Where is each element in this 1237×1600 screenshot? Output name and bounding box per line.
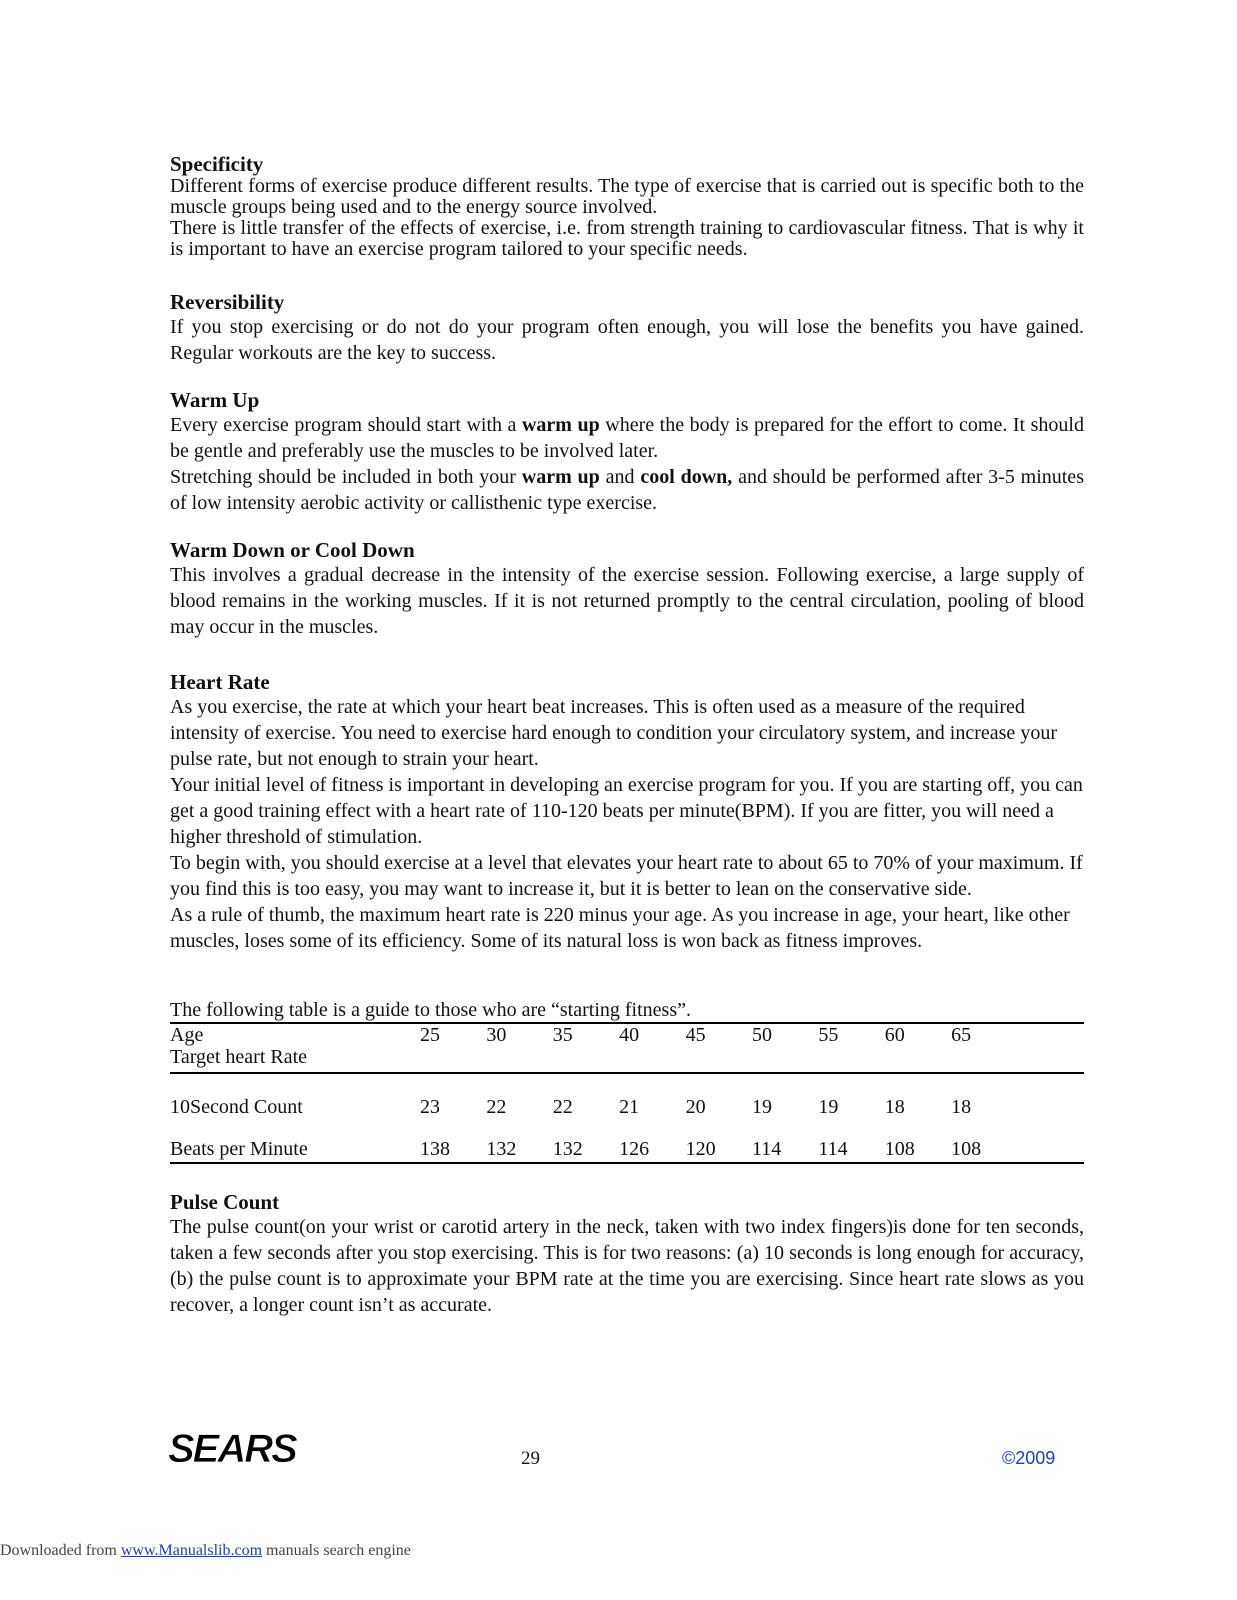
- section-heart-rate: [170, 670, 1084, 954]
- table-cell: 19: [751, 1096, 772, 1118]
- page-number: 29: [521, 1448, 540, 1469]
- logo-wordmark: SEARS: [168, 1428, 296, 1468]
- heading-reversibility: Reversibility: [170, 290, 285, 314]
- table-cell: 65: [951, 1023, 1017, 1046]
- heading-heart-rate: Heart Rate: [170, 670, 270, 694]
- sears-logo-icon: [166, 1428, 322, 1468]
- download-footer: [0, 1542, 411, 1560]
- bold-term: warm up: [521, 414, 600, 436]
- table-cell: 120: [686, 1120, 752, 1163]
- table-row-target: [170, 1046, 1084, 1073]
- heart-rate-paragraph-1: As you exercise, the rate at which your heart beat increases. This is often used as a measure of the required intensity of exercise. You need to exercise hard enough to condition your circulatory system, and increase your pulse rate, but not enough to strain your heart.: [170, 696, 1057, 770]
- row-label-age: Age: [170, 1023, 420, 1046]
- table-cell: 20: [685, 1096, 706, 1118]
- table-cell: 22: [486, 1096, 507, 1118]
- section-reversibility: [170, 290, 1084, 366]
- download-prefix: Downloaded from: [0, 1542, 121, 1559]
- page-content: [170, 152, 1084, 1340]
- warm-up-paragraph-1: [170, 412, 1084, 464]
- table-cell-empty: [1018, 1023, 1084, 1046]
- table-cell: 108: [885, 1120, 951, 1163]
- table-cell: 114: [752, 1120, 818, 1163]
- table-cell-empty: [1018, 1073, 1084, 1120]
- table-row-age: [170, 1023, 1084, 1046]
- text-run: Every exercise program should start with a: [170, 414, 522, 436]
- section-cool-down: [170, 538, 1084, 640]
- table-cell: 40: [619, 1023, 685, 1046]
- bold-term: warm up: [521, 466, 600, 488]
- table-cell: 126: [619, 1120, 685, 1163]
- specificity-paragraph-2: There is little transfer of the effects of exercise, i.e. from strength training to cardiovascular fitness. That is why it is important to have an exercise program tailored to your specific needs.: [170, 217, 1084, 260]
- heart-rate-paragraph-4: As a rule of thumb, the maximum heart rate is 220 minus your age. As you increase in age, your heart, like other muscles, loses some of its efficiency. Some of its natural loss is won back as fitness improves.: [170, 904, 1070, 952]
- warm-up-paragraph-2: [170, 464, 1084, 516]
- table-row-count: [170, 1073, 1084, 1120]
- heart-rate-paragraph-3: To begin with, you should exercise at a level that elevates your heart rate to about 65 to 70% of your maximum. If you find this is too easy, you may want to increase it, but it is better to lean on the conservative side.: [170, 852, 1083, 900]
- copyright: ©2009: [1002, 1448, 1056, 1468]
- table-cell: 138: [420, 1120, 486, 1163]
- table-cell: 108: [951, 1120, 1017, 1163]
- row-label-bpm: Beats per Minute: [170, 1120, 420, 1163]
- table-cell: 19: [818, 1096, 839, 1118]
- table-cell: 25: [420, 1023, 486, 1046]
- table-cell: 21: [619, 1096, 640, 1118]
- manualslib-link[interactable]: www.Manualslib.com: [120, 1542, 263, 1559]
- table-cell: 114: [818, 1120, 884, 1163]
- text-run: Stretching should be included in both your: [170, 466, 522, 488]
- sears-logo: [166, 1428, 322, 1473]
- section-pulse-count: [170, 1190, 1084, 1318]
- table-cell: 50: [752, 1023, 818, 1046]
- text-run: and should be performed after 3-5 minutes of low intensity aerobic activity or callisthenic type exercise.: [170, 466, 1084, 514]
- download-suffix: manuals search engine: [262, 1542, 411, 1559]
- table-intro: The following table is a guide to those who are “starting fitness”.: [170, 999, 691, 1021]
- target-heart-rate-table: [170, 1022, 1084, 1164]
- table-cell: 55: [818, 1023, 884, 1046]
- specificity-paragraph-1: Different forms of exercise produce different results. The type of exercise that is carried out is specific both to the muscle groups being used and to the energy source involved.: [170, 175, 1084, 218]
- heading-specificity: Specificity: [170, 152, 264, 176]
- table-cell: 45: [686, 1023, 752, 1046]
- row-label-target: Target heart Rate: [170, 1046, 1084, 1073]
- table-cell: 23: [420, 1096, 440, 1118]
- table-cell: 132: [486, 1120, 552, 1163]
- reversibility-paragraph: If you stop exercising or do not do your program often enough, you will lose the benefits you have gained. Regular workouts are the key to success.: [170, 316, 1084, 364]
- row-label-count: 10Second Count: [170, 1096, 303, 1118]
- text-run: where the body is prepared for the effort to come. It should be gentle and preferably use the muscles to be involved later.: [170, 414, 1084, 462]
- text-run: and: [599, 466, 641, 488]
- bold-term: cool down,: [640, 466, 733, 488]
- heading-pulse-count: Pulse Count: [170, 1190, 280, 1214]
- table-cell: 18: [884, 1096, 905, 1118]
- heading-cool-down: Warm Down or Cool Down: [170, 538, 415, 562]
- cool-down-paragraph: This involves a gradual decrease in the intensity of the exercise session. Following exercise, a large supply of blood remains in the working muscles. If it is not returned promptly to the central circulation, pooling of blood may occur in the muscles.: [170, 564, 1084, 638]
- heading-warm-up: Warm Up: [170, 388, 260, 412]
- table-cell: 30: [486, 1023, 552, 1046]
- section-specificity: [170, 152, 1084, 260]
- table-cell: 60: [885, 1023, 951, 1046]
- table-cell: 35: [553, 1023, 619, 1046]
- table-row-bpm: [170, 1120, 1084, 1163]
- pulse-count-paragraph: The pulse count(on your wrist or carotid artery in the neck, taken with two index fingers)is done for ten seconds, taken a few seconds after you stop exercising. This is for two reasons: (a) 10 seconds is long enough for accuracy, (b) the pulse count is to approximate your BPM rate at the time you are exercising. Since heart rate slows as you recover, a longer count isn’t as accurate.: [170, 1216, 1084, 1316]
- heart-rate-paragraph-2: Your initial level of fitness is important in developing an exercise program for you. If you are starting off, you can get a good training effect with a heart rate of 110-120 beats per minute(BPM). If you are fitter, you will need a higher threshold of stimulation.: [170, 774, 1083, 848]
- table-cell: 22: [552, 1096, 573, 1118]
- section-warm-up: [170, 388, 1084, 516]
- table-cell: 18: [951, 1096, 972, 1118]
- table-cell: 132: [553, 1120, 619, 1163]
- table-cell-empty: [1018, 1120, 1084, 1163]
